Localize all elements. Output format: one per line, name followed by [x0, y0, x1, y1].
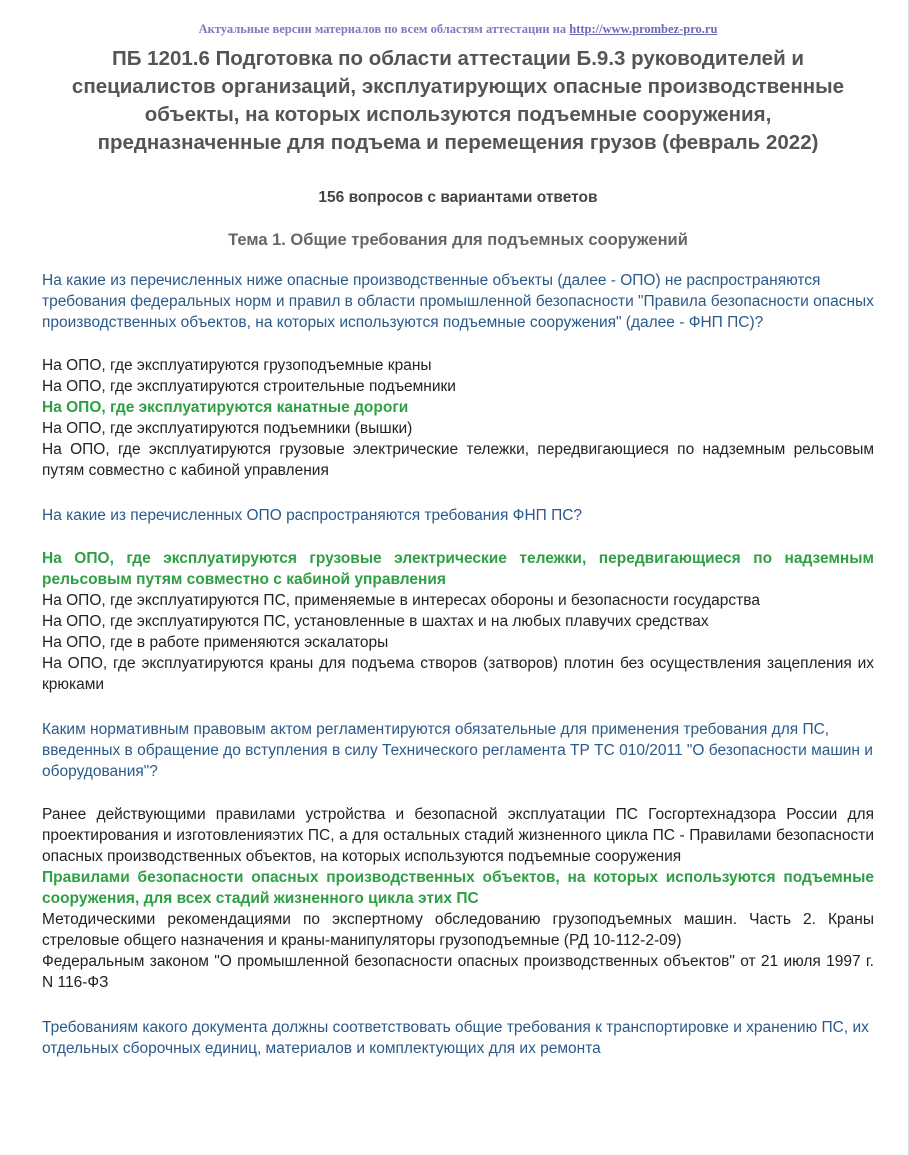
answer-option: На ОПО, где эксплуатируются грузоподъемные краны [42, 357, 432, 374]
answer-option: Ранее действующими правилами устройства и безопасной эксплуатации ПС Госгортехнадзора России для проектирования и изготовленияэтих ПС, а для остальных стадий жизненного цикла ПС - Правилами безопасности опасных производственных объектов, на которых используются подъемные сооружения [42, 806, 874, 865]
answer-option-correct: На ОПО, где эксплуатируются грузовые электрические тележки, передвигающиеся по надземным рельсовым путям совместно с кабиной управления [42, 550, 874, 588]
question-block-1 [42, 270, 874, 481]
answer-option: На ОПО, где в работе применяются эскалаторы [42, 634, 389, 651]
question-block-2 [42, 505, 874, 695]
header-notice-link[interactable]: http://www.prombez-pro.ru [569, 22, 718, 36]
header-notice-text: Актуальные версии материалов по всем областям аттестации на [198, 22, 567, 36]
answer-option: На ОПО, где эксплуатируются краны для подъема створов (затворов) плотин без осуществления зацепления их крюками [42, 655, 874, 693]
answer-option: На ОПО, где эксплуатируются ПС, применяемые в интересах обороны и безопасности государства [42, 592, 760, 609]
header-notice [42, 22, 874, 37]
answer-option: Методическими рекомендациями по экспертному обследованию грузоподъемных машин. Часть 2. Краны стреловые общего назначения и краны-манипуляторы грузоподъемные (РД 10-112-2-09) [42, 911, 874, 949]
answer-option: На ОПО, где эксплуатируются ПС, установленные в шахтах и на любых плавучих средствах [42, 613, 709, 630]
question-text: Каким нормативным правовым актом регламентируются обязательные для применения требования для ПС, введенных в обращение до вступления в силу Технического регламента ТР ТС 010/2011 "О безопасности машин и оборудования"? [42, 721, 873, 780]
answer-option: На ОПО, где эксплуатируются подъемники (вышки) [42, 420, 413, 437]
answer-option: На ОПО, где эксплуатируются грузовые электрические тележки, передвигающиеся по надземным рельсовым путям совместно с кабиной управления [42, 441, 874, 479]
answer-option-correct: На ОПО, где эксплуатируются канатные дороги [42, 399, 409, 416]
answer-option: Федеральным законом "О промышленной безопасности опасных производственных объектов" от 21 июля 1997 г. N 116-ФЗ [42, 953, 874, 991]
answer-option: На ОПО, где эксплуатируются строительные подъемники [42, 378, 456, 395]
answer-option-correct: Правилами безопасности опасных производственных объектов, на которых используются подъемные сооружения, для всех стадий жизненного цикла этих ПС [42, 869, 874, 907]
question-text: На какие из перечисленных ниже опасные производственные объекты (далее - ОПО) не распространяются требования федеральных норм и правил в области промышленной безопасности "Правила безопасности опасных производственных объектов, на которых используются подъемные сооружения" (далее - ФНП ПС)? [42, 272, 874, 331]
question-text: Требованиям какого документа должны соответствовать общие требования к транспортировке и хранению ПС, их отдельных сборочных единиц, материалов и комплектующих для их ремонта [42, 1019, 869, 1057]
question-text: На какие из перечисленных ОПО распространяются требования ФНП ПС? [42, 507, 583, 524]
topic-heading: Тема 1. Общие требования для подъемных сооружений [228, 231, 688, 249]
question-block-3 [42, 719, 874, 993]
question-block-4 [42, 1017, 874, 1059]
question-count: 156 вопросов с вариантами ответов [318, 189, 598, 206]
document-title: ПБ 1201.6 Подготовка по области аттестации Б.9.3 руководителей и специалистов организаций, эксплуатирующих опасные производственные объекты, на которых используются подъемные сооружения, предназначенные для подъема и перемещения грузов (февраль 2022) [71, 47, 845, 154]
